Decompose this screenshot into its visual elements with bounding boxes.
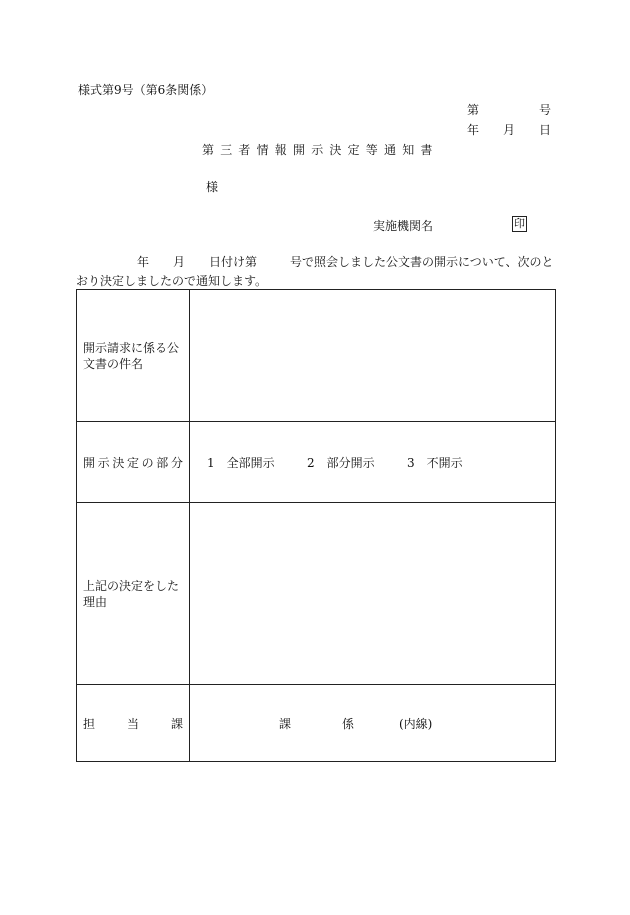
decision-part-label bbox=[77, 454, 189, 471]
table-row-reason bbox=[77, 503, 556, 685]
agency-name-label: 実施機関名 bbox=[373, 219, 434, 233]
body-month: 月 bbox=[173, 255, 186, 269]
label-char: 決 bbox=[112, 455, 125, 470]
contact-fields bbox=[190, 715, 555, 732]
addressee-suffix: 様 bbox=[206, 180, 219, 194]
department-label bbox=[77, 715, 189, 732]
decision-options-cell bbox=[190, 422, 556, 503]
table-row-decision bbox=[77, 422, 556, 503]
subsection-label: 係 bbox=[342, 716, 355, 731]
date-month-label: 月 bbox=[503, 123, 516, 137]
label-char: の bbox=[141, 455, 154, 470]
label-char: 定 bbox=[126, 455, 139, 470]
table-row-document-title bbox=[77, 290, 556, 422]
option-partial-disclosure[interactable]: 2 部分開示 bbox=[307, 455, 375, 470]
document-number-prefix: 第 bbox=[467, 103, 480, 117]
notification-table bbox=[76, 289, 556, 762]
label-char: 部 bbox=[156, 455, 169, 470]
label-char: 当 bbox=[126, 716, 139, 731]
label-cell bbox=[77, 422, 190, 503]
body-year: 年 bbox=[137, 255, 150, 269]
label-char: 示 bbox=[97, 455, 110, 470]
table-row-contact bbox=[77, 685, 556, 762]
option-full-disclosure[interactable]: 1 全部開示 bbox=[207, 455, 275, 470]
document-subject-label: 開示請求に係る公文書の件名 bbox=[83, 340, 180, 371]
body-text-line1: 号で照会しました公文書の開示について、次のと bbox=[290, 255, 554, 269]
document-subject-value bbox=[190, 290, 556, 422]
form-number-label: 様式第9号（第6条関係） bbox=[78, 83, 214, 97]
label-cell bbox=[77, 503, 190, 685]
body-text-line2: おり決定しましたので通知します。 bbox=[76, 274, 268, 288]
date-day-label: 日 bbox=[539, 123, 552, 137]
decision-options bbox=[190, 454, 555, 471]
document-number-suffix: 号 bbox=[539, 103, 552, 117]
section-label: 課 bbox=[279, 716, 292, 731]
label-cell bbox=[77, 685, 190, 762]
label-char: 課 bbox=[170, 716, 183, 731]
document-title: 第三者情報開示決定等通知書 bbox=[202, 143, 439, 157]
reason-value bbox=[190, 503, 556, 685]
reason-label: 上記の決定をした理由 bbox=[83, 578, 180, 609]
extension-label: (内線) bbox=[399, 716, 433, 731]
label-cell bbox=[77, 290, 190, 422]
label-char: 分 bbox=[170, 455, 183, 470]
seal-stamp-mark: 印 bbox=[514, 217, 525, 230]
date-year-label: 年 bbox=[467, 123, 480, 137]
option-non-disclosure[interactable]: 3 不開示 bbox=[407, 455, 463, 470]
contact-cell bbox=[190, 685, 556, 762]
label-char: 開 bbox=[83, 455, 96, 470]
body-date-ref: 日付け第 bbox=[209, 255, 258, 269]
label-char: 担 bbox=[83, 716, 96, 731]
